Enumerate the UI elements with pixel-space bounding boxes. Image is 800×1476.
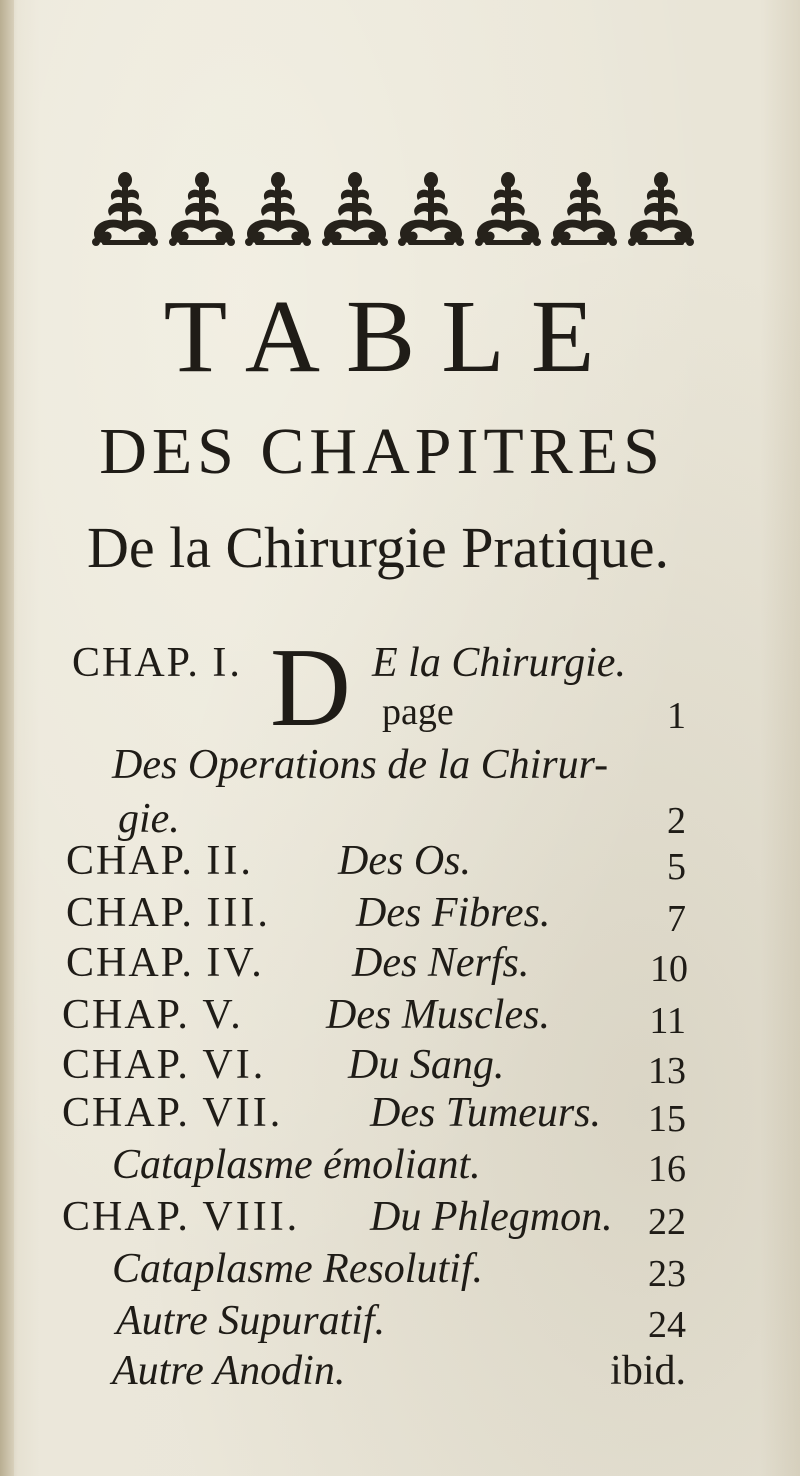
toc-entry-title: E la Chirurgie. (372, 640, 626, 686)
toc-entry-title: Des Tumeurs. (370, 1090, 602, 1136)
toc-entry-title: Cataplasme émoliant. (112, 1142, 481, 1188)
chapter-word: CHAP. (66, 890, 194, 936)
toc-entry-title: Cataplasme Resolutif. (112, 1246, 483, 1292)
page-subtitle: DES CHAPITRES (99, 415, 665, 488)
toc-entry-title: Des Muscles. (326, 992, 550, 1038)
toc-entry-title: Du Sang. (348, 1042, 505, 1088)
toc-entry-chapter-label (62, 1044, 266, 1086)
toc-entry-title: Autre Anodin. (112, 1348, 346, 1394)
page-title: TABLE (163, 279, 621, 394)
fleuron-icon (394, 170, 468, 250)
chapter-word: CHAP. (62, 1042, 190, 1088)
toc-page-number: 2 (667, 800, 686, 842)
chapter-number: V. (202, 992, 244, 1038)
page-subtitle-secondary: De la Chirurgie Pratique. (86, 515, 669, 580)
fleuron-icon (88, 170, 162, 250)
toc-entry-title-continued: gie. (118, 796, 180, 842)
fleuron-icon (318, 170, 392, 250)
toc-page-number: 24 (648, 1304, 686, 1346)
toc-page-number: 10 (650, 948, 688, 990)
chapter-word: CHAP. (62, 1194, 190, 1240)
toc-page-word: page (382, 691, 454, 733)
fleuron-ornament-row (88, 170, 698, 250)
chapter-number: VII. (202, 1090, 284, 1136)
toc-page-number: 11 (649, 1000, 686, 1042)
fleuron-icon (547, 170, 621, 250)
toc-entry-title: Des Fibres. (356, 890, 551, 936)
toc-entry-chapter-label (66, 892, 271, 934)
drop-cap-letter: D (270, 626, 351, 750)
fleuron-icon (165, 170, 239, 250)
chapter-word: CHAP. (72, 640, 200, 686)
chapter-number: II. (206, 838, 254, 884)
toc-page-number: 5 (667, 846, 686, 888)
fleuron-icon (471, 170, 545, 250)
chapter-number: VI. (202, 1042, 267, 1088)
toc-entry-chapter-label (66, 840, 254, 882)
chapter-word: CHAP. (66, 940, 194, 986)
toc-page-number: 13 (648, 1050, 686, 1092)
toc-entry-title: Des Os. (338, 838, 471, 884)
toc-entry-chapter-label (62, 1196, 300, 1238)
fleuron-icon (624, 170, 698, 250)
toc-entry-title: Du Phlegmon. (370, 1194, 613, 1240)
toc-page-number: ibid. (610, 1348, 686, 1394)
toc-page-number: 15 (648, 1098, 686, 1140)
toc-entry-chapter-label (62, 1092, 283, 1134)
toc-entry-chapter-label (66, 942, 265, 984)
fleuron-icon (241, 170, 315, 250)
toc-page-number: 1 (667, 695, 686, 737)
book-spine-shadow (0, 0, 14, 1476)
toc-entry-chapter-label (62, 994, 244, 1036)
chapter-number: I. (212, 640, 243, 686)
toc-entry-chapter-label (72, 642, 243, 684)
chapter-number: IV. (206, 940, 265, 986)
toc-entry-title: Des Operations de la Chirur- (112, 742, 609, 788)
toc-entry-title: Des Nerfs. (352, 940, 530, 986)
chapter-number: VIII. (202, 1194, 301, 1240)
chapter-word: CHAP. (62, 992, 190, 1038)
toc-page-number: 16 (648, 1148, 686, 1190)
toc-entry-title: Autre Supuratif. (116, 1298, 386, 1344)
chapter-word: CHAP. (62, 1090, 190, 1136)
toc-page-number: 22 (648, 1201, 686, 1243)
chapter-number: III. (206, 890, 271, 936)
chapter-word: CHAP. (66, 838, 194, 884)
toc-page-number: 7 (667, 898, 686, 940)
toc-page-number: 23 (648, 1253, 686, 1295)
